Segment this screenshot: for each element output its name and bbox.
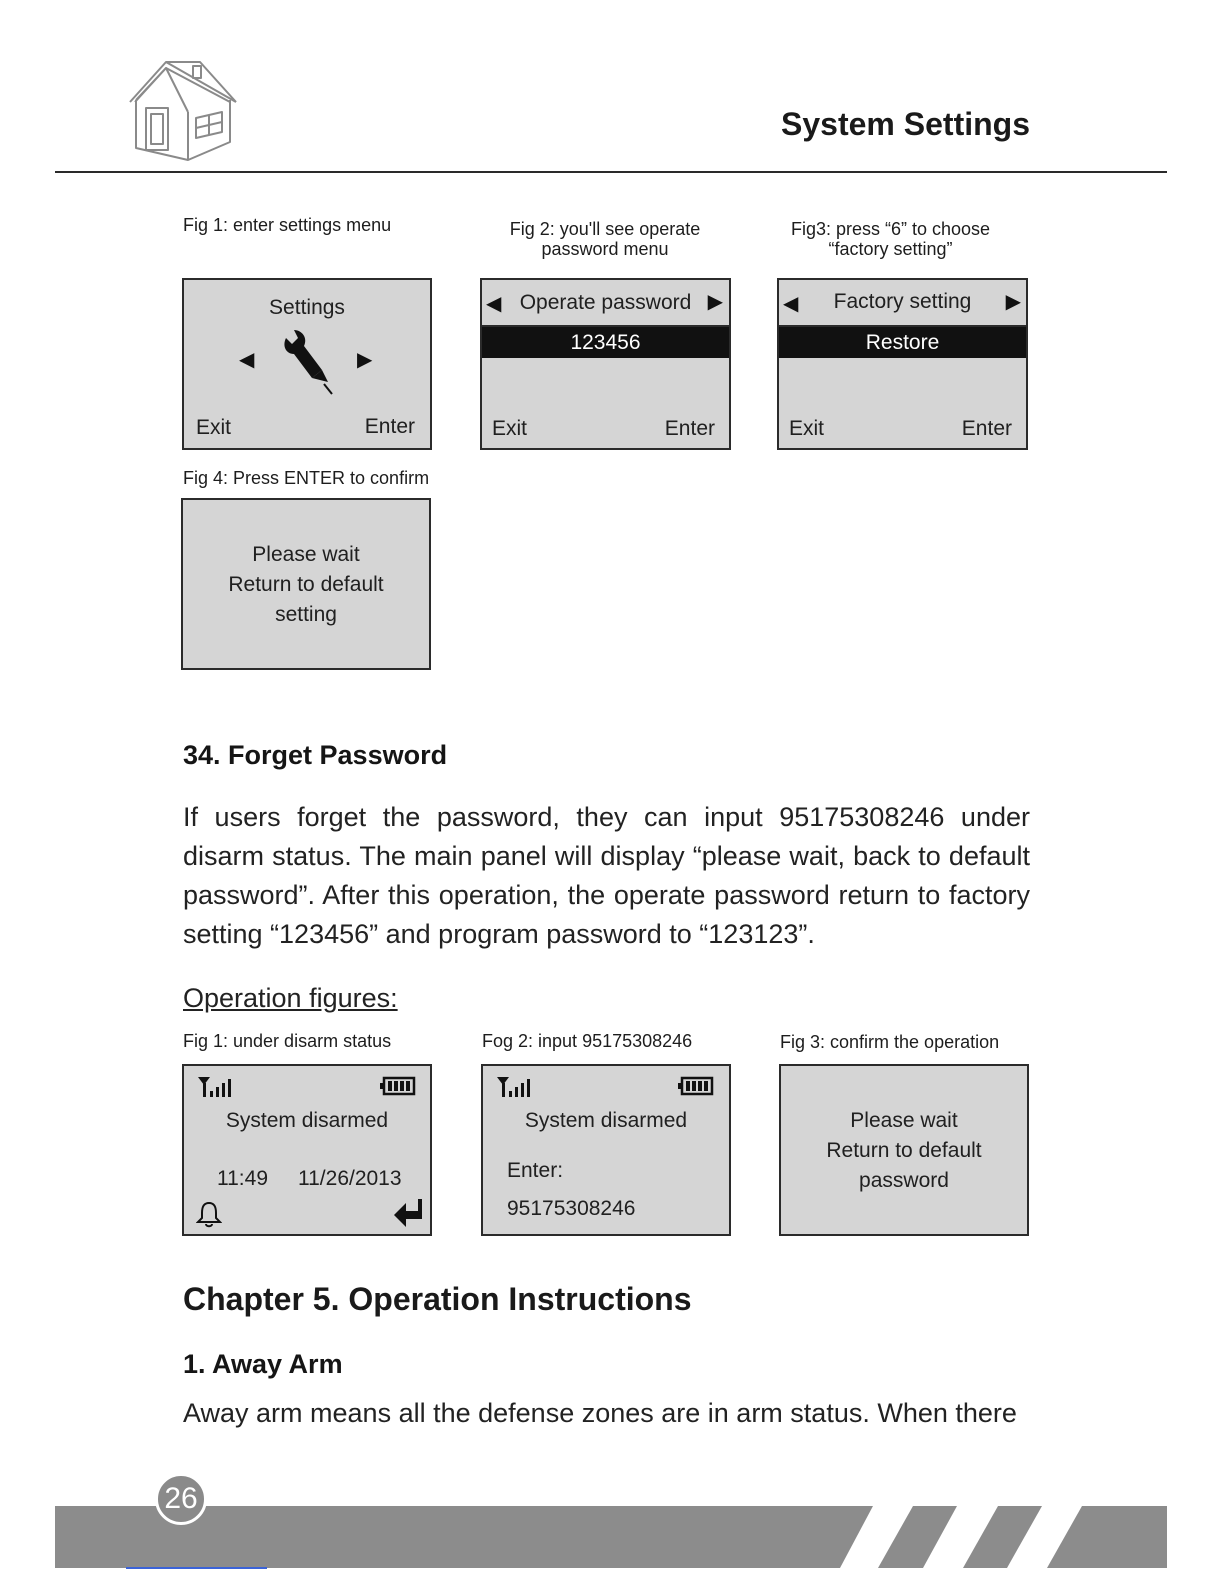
bell-icon	[196, 1200, 222, 1228]
enter-soft-key: Enter	[364, 415, 415, 438]
page-number: 26	[155, 1473, 207, 1525]
fig2-caption	[470, 219, 740, 259]
op-fig2-caption: Fog 2: input 95175308246	[482, 1031, 693, 1051]
page-header-title: System Settings	[781, 106, 1030, 142]
code-entry-screen	[481, 1064, 731, 1236]
fig3-caption-line2: “factory setting”	[828, 239, 953, 259]
system-status-text: System disarmed	[524, 1109, 688, 1132]
return-default-line: Return to default	[228, 573, 384, 596]
enter-soft-key: Enter	[664, 417, 715, 440]
clock-time: 11:49	[217, 1167, 268, 1190]
footer-link-underline	[126, 1567, 267, 1569]
battery-icon	[380, 1076, 416, 1096]
fig1-caption: Fig 1: enter settings menu	[183, 215, 392, 235]
right-arrow-icon: ▶	[707, 291, 723, 313]
selected-password-item: 123456	[482, 327, 729, 358]
calendar-date: 11/26/2013	[298, 1167, 402, 1190]
setting-line: setting	[275, 603, 337, 626]
enter-label: Enter:	[507, 1159, 564, 1182]
settings-menu-screen	[182, 278, 432, 450]
settings-title: Settings	[269, 296, 345, 319]
password-line: password	[859, 1169, 949, 1192]
footer-bar	[55, 1506, 1167, 1568]
restore-item: Restore	[779, 327, 1026, 358]
op-fig1-caption: Fig 1: under disarm status	[183, 1031, 392, 1051]
please-wait-line: Please wait	[252, 543, 360, 566]
house-icon	[126, 56, 240, 164]
please-wait-line: Please wait	[850, 1109, 958, 1132]
operate-password-title: Operate password	[519, 291, 692, 314]
operate-password-screen	[480, 278, 731, 450]
wrench-icon	[276, 326, 340, 396]
exit-soft-key: Exit	[492, 417, 528, 440]
header-divider	[55, 171, 1167, 173]
left-arrow-icon: ◀	[486, 293, 502, 315]
away-arm-text: Away arm means all the defense zones are in arm status. When there	[183, 1398, 1017, 1428]
fig3-caption	[768, 219, 1013, 259]
subsection-heading: 1. Away Arm	[183, 1349, 343, 1379]
fig2-caption-line2: password menu	[541, 239, 669, 259]
section-heading: 34. Forget Password	[183, 740, 448, 770]
system-status-text: System disarmed	[225, 1109, 389, 1132]
fig3-caption-line1: Fig3: press “6” to choose	[790, 219, 991, 239]
signal-icon	[196, 1075, 236, 1099]
enter-return-icon	[392, 1197, 426, 1229]
exit-soft-key: Exit	[789, 417, 825, 440]
return-default-line: Return to default	[826, 1139, 982, 1162]
signal-icon	[495, 1075, 535, 1099]
battery-icon	[678, 1076, 714, 1096]
left-arrow-icon: ◀	[783, 293, 799, 315]
chapter-title: Chapter 5. Operation Instructions	[183, 1281, 692, 1317]
entered-code: 95175308246	[507, 1197, 636, 1220]
please-wait-screen	[181, 498, 431, 670]
right-arrow-icon: ▶	[1005, 291, 1021, 313]
operation-figures-label: Operation figures:	[183, 983, 398, 1013]
left-arrow-icon: ◀	[239, 349, 255, 371]
exit-soft-key: Exit	[196, 416, 232, 439]
enter-soft-key: Enter	[961, 417, 1012, 440]
forget-password-paragraph: If users forget the password, they can input 95175308246 under disarm status. The main panel will display “please wait, back to default password”. After this operation, the operate password return to factory setting “123456” and program password to “123123”.	[183, 802, 1030, 949]
fig2-caption-line1: Fig 2: you'll see operate	[509, 219, 701, 239]
disarm-status-screen	[182, 1064, 432, 1236]
right-arrow-icon: ▶	[357, 349, 373, 371]
confirm-operation-screen	[779, 1064, 1029, 1236]
op-fig3-caption: Fig 3: confirm the operation	[780, 1032, 1000, 1052]
factory-setting-screen	[777, 278, 1028, 450]
factory-setting-title: Factory setting	[833, 290, 972, 313]
fig4-caption: Fig 4: Press ENTER to confirm	[183, 468, 430, 488]
